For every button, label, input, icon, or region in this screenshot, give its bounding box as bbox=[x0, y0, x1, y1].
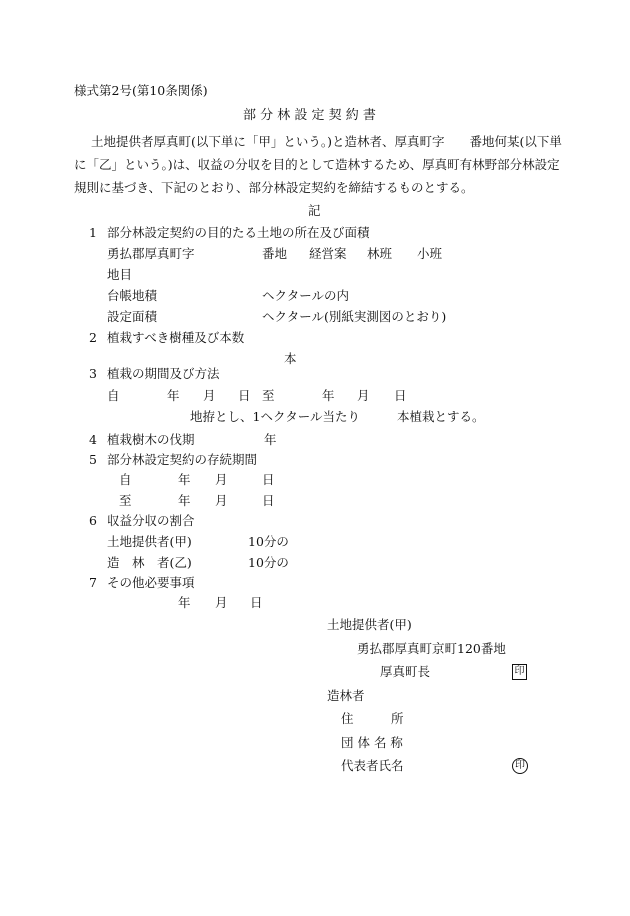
item-2-hon: 本 bbox=[284, 351, 297, 366]
item-5-to-month: 月 bbox=[215, 493, 228, 508]
date-day: 日 bbox=[250, 595, 263, 610]
item-5-to-day: 日 bbox=[262, 493, 275, 508]
item-2-title: 植栽すべき樹種及び本数 bbox=[107, 330, 245, 345]
item-5-number: 5 bbox=[89, 452, 97, 467]
item-1-number: 1 bbox=[89, 225, 97, 240]
item-4-number: 4 bbox=[89, 432, 97, 447]
item-6-koh-value: 10分の bbox=[248, 534, 289, 549]
intro-line-2: に「乙」という。)は、収益の分収を目的として造林するため、厚真町有林野部分林設定 bbox=[74, 157, 560, 172]
date-year: 年 bbox=[178, 595, 191, 610]
item-6-otsu-value: 10分の bbox=[248, 555, 289, 570]
seal-round-icon: 印 bbox=[512, 758, 528, 774]
item-5-from-month: 月 bbox=[215, 472, 228, 487]
item-3-title: 植栽の期間及び方法 bbox=[107, 366, 220, 381]
item-7-title: その他必要事項 bbox=[107, 575, 195, 590]
planter-org-label: 団 体 名 称 bbox=[341, 735, 403, 750]
item-5-from: 自 bbox=[119, 472, 132, 487]
item-3-year: 年 bbox=[167, 388, 180, 403]
item-1-chimoku: 地目 bbox=[107, 267, 133, 282]
item-1-settei-label: 設定面積 bbox=[107, 309, 158, 324]
item-3-from: 自 bbox=[107, 388, 120, 403]
item-3-number: 3 bbox=[89, 366, 97, 381]
item-3-day-2: 日 bbox=[394, 388, 407, 403]
item-3-day: 日 bbox=[238, 388, 251, 403]
item-3-to: 至 bbox=[262, 388, 275, 403]
form-number: 様式第2号(第10条関係) bbox=[74, 83, 208, 98]
item-5-from-day: 日 bbox=[262, 472, 275, 487]
item-1-daichou-label: 台帳地積 bbox=[107, 288, 158, 303]
item-4-year: 年 bbox=[264, 432, 277, 447]
item-3-month: 月 bbox=[203, 388, 216, 403]
planter-label: 造林者 bbox=[327, 688, 365, 703]
provider-name: 厚真町長 bbox=[380, 664, 431, 679]
item-1-daichou-value: ヘクタールの内 bbox=[262, 288, 350, 303]
item-2-number: 2 bbox=[89, 330, 97, 345]
planter-address-label: 住 所 bbox=[341, 711, 404, 726]
item-6-title: 収益分収の割合 bbox=[107, 513, 195, 528]
item-3-year-2: 年 bbox=[322, 388, 335, 403]
item-5-to-year: 年 bbox=[178, 493, 191, 508]
item-1-settei-value: ヘクタール(別紙実測図のとおり) bbox=[262, 309, 447, 324]
item-3-method-end: 本植栽とする。 bbox=[397, 409, 485, 424]
seal-square-icon: 印 bbox=[512, 664, 527, 680]
item-1-rinpan: 林班 bbox=[367, 246, 393, 261]
item-4-title: 植栽樹木の伐期 bbox=[107, 432, 195, 447]
item-5-title: 部分林設定契約の存続期間 bbox=[107, 452, 258, 467]
item-5-from-year: 年 bbox=[178, 472, 191, 487]
item-3-method: 地拵とし、1ヘクタール当たり bbox=[190, 409, 360, 424]
item-7-number: 7 bbox=[89, 575, 97, 590]
item-6-otsu-label: 造 林 者(乙) bbox=[107, 555, 192, 570]
provider-address: 勇払郡厚真町京町120番地 bbox=[357, 641, 506, 656]
item-1-location-prefix: 勇払郡厚真町字 bbox=[107, 246, 195, 261]
item-1-keieian: 経営案 bbox=[309, 246, 347, 261]
item-5-to: 至 bbox=[119, 493, 132, 508]
item-1-title: 部分林設定契約の目的たる土地の所在及び面積 bbox=[107, 225, 370, 240]
provider-label: 土地提供者(甲) bbox=[327, 617, 412, 632]
item-1-banchi: 番地 bbox=[262, 246, 288, 261]
item-6-number: 6 bbox=[89, 513, 97, 528]
intro-line-3: 規則に基づき、下記のとおり、部分林設定契約を締結するものとする。 bbox=[74, 180, 474, 195]
ki-heading: 記 bbox=[308, 203, 321, 218]
item-3-month-2: 月 bbox=[357, 388, 370, 403]
date-month: 月 bbox=[215, 595, 228, 610]
item-6-koh-label: 土地提供者(甲) bbox=[107, 534, 192, 549]
item-1-shohan: 小班 bbox=[417, 246, 443, 261]
planter-rep-label: 代表者氏名 bbox=[341, 758, 404, 773]
document-title: 部 分 林 設 定 契 約 書 bbox=[243, 108, 376, 123]
intro-line-1: 土地提供者厚真町(以下単に「甲」という。)と造林者、厚真町字 番地何某(以下単 bbox=[91, 134, 562, 149]
